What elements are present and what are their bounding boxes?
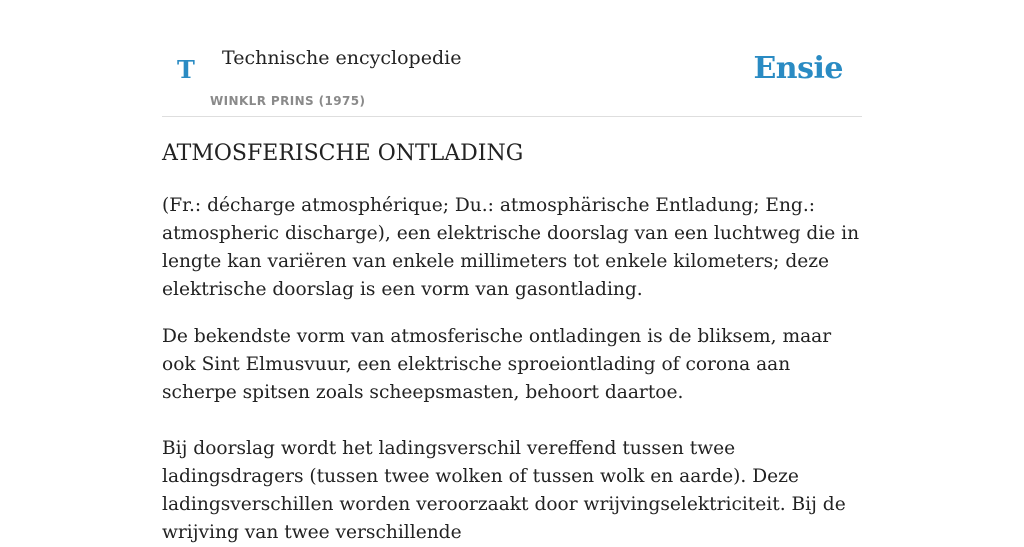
article-paragraph: De bekendste vorm van atmosferische ontladingen is de bliksem, maar ook Sint Elmusvuur, een elektrische sproeiontlading of corona aan scherpe spitsen zoals scheepsmasten, behoort daartoe. (162, 326, 832, 403)
article (162, 138, 862, 547)
article-paragraph: (Fr.: décharge atmosphérique; Du.: atmosphärische Entladung; Eng.: atmospheric discharge), een elektrische doorslag van een luchtweg die in lengte kan variëren van enkele millimeters tot enkele kilometers; deze elektrische doorslag is een vorm van gasontlading. (162, 195, 860, 300)
book-source-label: WINKLR PRINS (1975) (210, 94, 366, 108)
book-logo-icon[interactable]: T (177, 55, 195, 84)
page-header (162, 0, 862, 117)
article-paragraph: Bij doorslag wordt het ladingsverschil vereffend tussen twee ladingsdragers (tussen twee wolken of tussen wolk en aarde). Deze ladingsverschillen worden veroorzaakt door wrijvingselektriciteit. Bij de wrijving van twee verschillende (162, 438, 846, 543)
entry-title: ATMOSFERISCHE ONTLADING (162, 141, 524, 166)
ensie-logo-link[interactable]: Ensie (753, 51, 843, 86)
book-title-link[interactable]: Technische encyclopedie (222, 47, 462, 69)
